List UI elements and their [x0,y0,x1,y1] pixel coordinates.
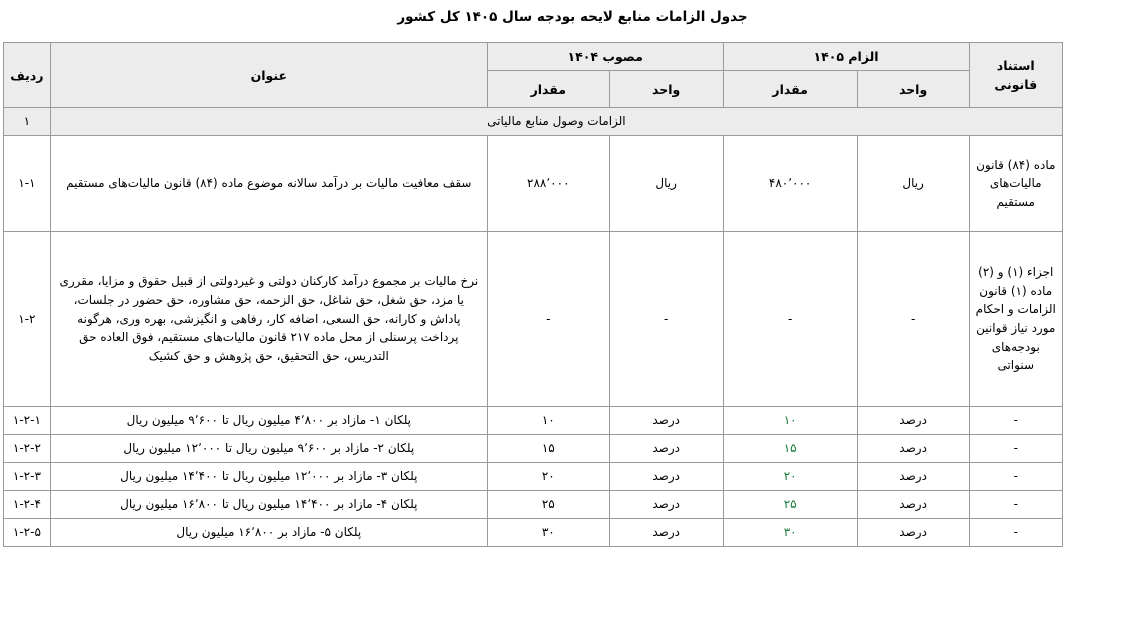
cell-onvan: پلکان ۵- مازاد بر ۱۶٬۸۰۰ میلیون ریال [50,518,487,546]
header-estenad: استناد قانونی [969,43,1063,108]
cell-estenad: اجزاء (۱) و (۲) ماده (۱) قانون الزامات و احکام مورد نیاز قوانین بودجه‌های سنواتی [969,231,1063,406]
cell-estenad: - [969,406,1063,434]
table-head [4,43,1063,108]
cell-mosavab-1404-meghdar: ۲۰ [487,462,609,490]
cell-mosavab-1404-vahed: درصد [609,518,723,546]
cell-mosavab-1404-meghdar: ۳۰ [487,518,609,546]
cell-elzam-1405-meghdar: ۲۵ [723,490,857,518]
section-label: الزامات وصول منابع مالیاتی [50,108,1062,136]
budget-table-container [0,42,1145,547]
cell-radif: ۱-۲-۴ [4,490,51,518]
table-row [4,490,1063,518]
cell-onvan: پلکان ۲- مازاد بر ۹٬۶۰۰ میلیون ریال تا ۱۲٬۰۰۰ میلیون ریال [50,434,487,462]
page-title: جدول الزامات منابع لایحه بودجه سال ۱۴۰۵ کل کشور [397,9,748,25]
cell-elzam-1405-vahed: درصد [857,462,969,490]
header-mosavab-1404-meghdar: مقدار [487,71,609,108]
cell-mosavab-1404-meghdar: ۱۵ [487,434,609,462]
cell-elzam-1405-vahed: درصد [857,490,969,518]
cell-mosavab-1404-vahed: درصد [609,462,723,490]
cell-elzam-1405-vahed: - [857,231,969,406]
cell-mosavab-1404-vahed: درصد [609,406,723,434]
header-onvan: عنوان [50,43,487,108]
table-row [4,135,1063,231]
cell-radif: ۱-۲-۵ [4,518,51,546]
table-row [4,231,1063,406]
cell-mosavab-1404-vahed: درصد [609,490,723,518]
cell-estenad: - [969,462,1063,490]
header-elzam-1405-meghdar: مقدار [723,71,857,108]
header-radif: ردیف [4,43,51,108]
cell-mosavab-1404-meghdar: - [487,231,609,406]
cell-onvan: نرخ مالیات بر مجموع درآمد کارکنان دولتی و غیردولتی از قبیل حقوق و مزایا، مقرری یا مزد، حق شغل، حق شاغل، حق الزحمه، حق مشاوره، حق حضور در جلسات، پاداش و کارانه، حق السعی، اضافه کار، رفاهی و انگیزشی، بهره وری، هرگونه پرداخت پرسنلی از محل ماده ۲۱۷ قانون مالیات‌های مستقیم، فوق العاده حق التدریس، حق التحقیق، حق پژوهش و حق کشیک [50,231,487,406]
table-row [4,462,1063,490]
cell-radif: ۱-۲-۲ [4,434,51,462]
cell-elzam-1405-vahed: درصد [857,518,969,546]
cell-onvan: پلکان ۳- مازاد بر ۱۲٬۰۰۰ میلیون ریال تا ۱۴٬۴۰۰ میلیون ریال [50,462,487,490]
header-elzam-1405-vahed: واحد [857,71,969,108]
cell-elzam-1405-meghdar: ۲۰ [723,462,857,490]
table-body [4,108,1063,547]
cell-elzam-1405-vahed: درصد [857,434,969,462]
header-mosavab-1404: مصوب ۱۴۰۴ [487,43,723,71]
cell-estenad: ماده (۸۴) قانون مالیات‌های مستقیم [969,135,1063,231]
cell-elzam-1405-meghdar: ۱۵ [723,434,857,462]
cell-radif: ۱-۲-۱ [4,406,51,434]
table-row [4,434,1063,462]
table-row [4,406,1063,434]
cell-mosavab-1404-vahed: - [609,231,723,406]
cell-elzam-1405-meghdar: ۱۰ [723,406,857,434]
cell-radif: ۱-۲ [4,231,51,406]
table-row [4,518,1063,546]
table-section-row [4,108,1063,136]
section-radif: ۱ [4,108,51,136]
cell-elzam-1405-meghdar: ۳۰ [723,518,857,546]
cell-estenad: - [969,518,1063,546]
cell-radif: ۱-۱ [4,135,51,231]
cell-onvan: پلکان ۱- مازاد بر ۴٬۸۰۰ میلیون ریال تا ۹٬۶۰۰ میلیون ریال [50,406,487,434]
cell-mosavab-1404-vahed: درصد [609,434,723,462]
cell-mosavab-1404-meghdar: ۲۵ [487,490,609,518]
header-mosavab-1404-vahed: واحد [609,71,723,108]
budget-table [3,42,1063,547]
cell-elzam-1405-meghdar: - [723,231,857,406]
cell-elzam-1405-vahed: ریال [857,135,969,231]
cell-estenad: - [969,434,1063,462]
cell-elzam-1405-vahed: درصد [857,406,969,434]
cell-onvan: پلکان ۴- مازاد بر ۱۴٬۴۰۰ میلیون ریال تا ۱۶٬۸۰۰ میلیون ریال [50,490,487,518]
cell-mosavab-1404-meghdar: ۲۸۸٬۰۰۰ [487,135,609,231]
cell-radif: ۱-۲-۳ [4,462,51,490]
cell-elzam-1405-meghdar: ۴۸۰٬۰۰۰ [723,135,857,231]
table-header-row-1 [4,43,1063,71]
cell-mosavab-1404-meghdar: ۱۰ [487,406,609,434]
cell-mosavab-1404-vahed: ریال [609,135,723,231]
cell-onvan: سقف معافیت مالیات بر درآمد سالانه موضوع ماده (۸۴) قانون مالیات‌های مستقیم [50,135,487,231]
header-elzam-1405: الزام ۱۴۰۵ [723,43,969,71]
cell-estenad: - [969,490,1063,518]
